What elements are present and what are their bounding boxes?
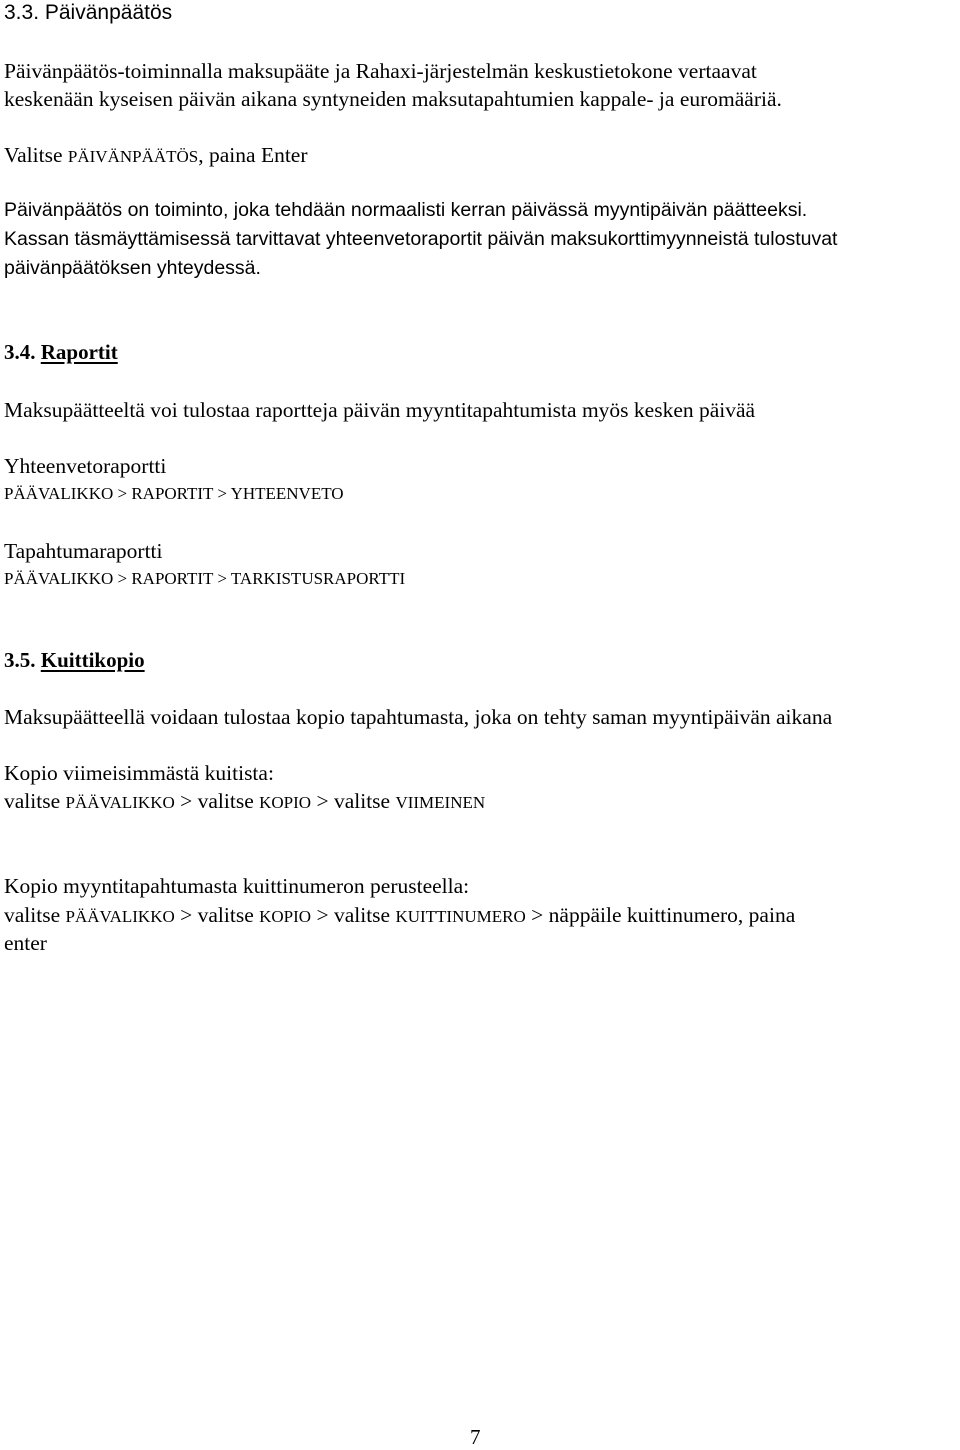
section-3-3-desc-line-2: Kassan täsmäyttämisessä tarvittavat yhteenvetoraportit päivän maksukorttimyynneistä tulostuvat [4,228,838,250]
section-3-3-number: 3.3. [4,1,40,24]
by-number-steps [4,901,795,931]
section-3-4-heading [4,339,118,365]
by-number-tail-line-2: enter [4,931,47,955]
latest-step-3-menu: VIIMEINEN [395,793,486,812]
instruction-prefix: Valitse [4,143,68,167]
summary-report-label: Yhteenvetoraportti [4,454,167,478]
summary-report-path: PÄÄVALIKKO > RAPORTIT > YHTEENVETO [4,484,344,503]
instruction-menu-item: PÄIVÄNPÄÄTÖS [67,147,199,166]
event-report-label: Tapahtumaraportti [4,539,163,563]
section-3-5-heading [4,647,145,673]
latest-step-1-menu: PÄÄVALIKKO [65,793,175,812]
instruction-suffix: , paina Enter [198,143,308,167]
by-number-step-2-menu: KOPIO [259,907,312,926]
section-3-3-intro-line-2: keskenään kyseisen päivän aikana syntyneiden maksutapahtumien kappale- ja euromääriä. [4,87,782,111]
section-3-5-number: 3.5. [4,648,36,672]
section-3-3-desc-line-3: päivänpäätöksen yhteydessä. [4,257,261,279]
by-number-tail: > näppäile kuittinumero, paina [525,903,796,927]
page-number: 7 [470,1425,481,1449]
event-report-path: PÄÄVALIKKO > RAPORTIT > TARKISTUSRAPORTTI [4,569,406,588]
by-number-step-1-word: valitse [4,903,66,927]
by-number-step-3-menu: KUITTINUMERO [395,907,526,926]
section-3-3-desc-line-1: Päivänpäätös on toiminto, joka tehdään normaalisti kerran päivässä myyntipäivän päätteeksi. [4,199,808,221]
by-number-sep-2: > valitse [311,903,396,927]
latest-step-2-menu: KOPIO [259,793,312,812]
by-number-sep-1: > valitse [174,903,260,927]
section-3-4-number: 3.4. [4,340,36,364]
section-3-5-title: Kuittikopio [40,648,145,672]
section-3-3-instruction [4,141,308,171]
latest-sep-1: > valitse [174,789,260,813]
section-3-3-heading [4,0,172,26]
section-3-4-title: Raportit [40,340,118,364]
section-3-5-intro: Maksupäätteellä voidaan tulostaa kopio tapahtumasta, joka on tehty saman myyntipäivän aikana [4,705,833,729]
section-3-4-intro: Maksupäätteeltä voi tulostaa raportteja päivän myyntitapahtumista myös kesken päivää [4,398,756,422]
latest-sep-2: > valitse [311,789,396,813]
section-3-3-intro-line-1: Päivänpäätös-toiminnalla maksupääte ja Rahaxi-järjestelmän keskustietokone vertaavat [4,59,757,83]
latest-step-1-word: valitse [4,789,66,813]
section-3-3-title: Päivänpäätös [44,1,173,24]
latest-receipt-label: Kopio viimeisimmästä kuitista: [4,761,274,785]
latest-receipt-steps [4,787,485,817]
by-number-step-1-menu: PÄÄVALIKKO [65,907,175,926]
by-number-label: Kopio myyntitapahtumasta kuittinumeron perusteella: [4,874,470,898]
